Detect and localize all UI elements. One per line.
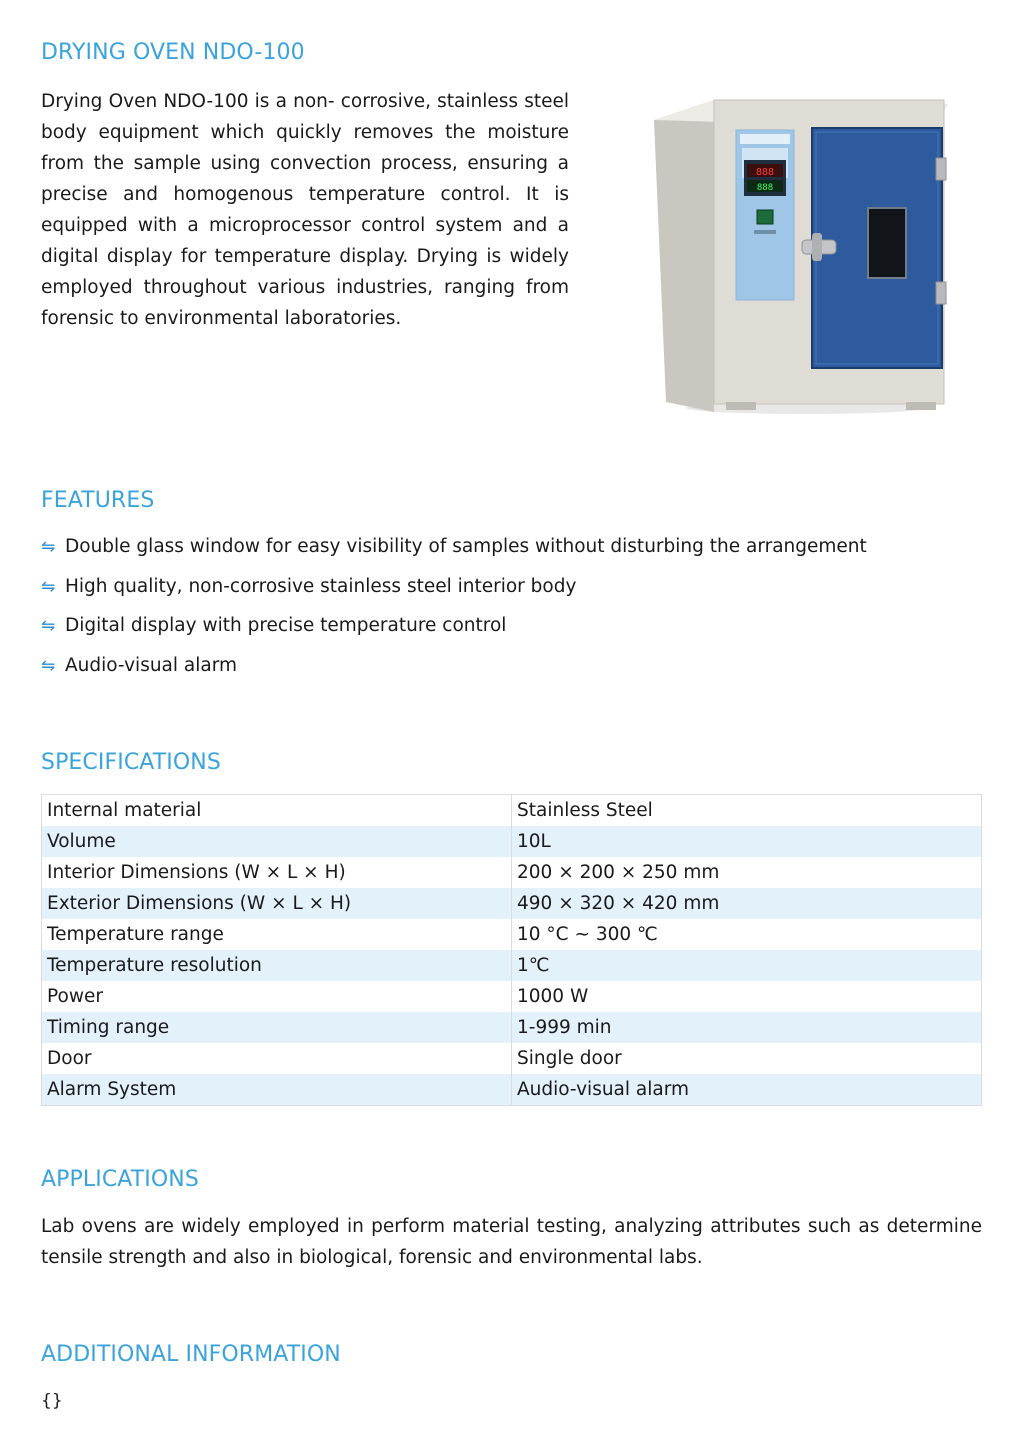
spec-value: 1-999 min bbox=[512, 1012, 982, 1043]
feature-text: Digital display with precise temperature control bbox=[65, 615, 507, 637]
spec-label: Volume bbox=[42, 826, 512, 857]
table-row bbox=[42, 826, 982, 857]
drying-oven-image bbox=[636, 90, 966, 420]
features-list bbox=[41, 532, 867, 690]
table-row bbox=[42, 857, 982, 888]
spec-value: Audio-visual alarm bbox=[512, 1074, 982, 1106]
spec-label: Timing range bbox=[42, 1012, 512, 1043]
spec-label: Door bbox=[42, 1043, 512, 1074]
table-row bbox=[42, 919, 982, 950]
specifications-heading: SPECIFICATIONS bbox=[41, 750, 221, 775]
spec-value: 200 × 200 × 250 mm bbox=[512, 857, 982, 888]
spec-value: 10L bbox=[512, 826, 982, 857]
table-row bbox=[42, 1074, 982, 1106]
arrow-bullet-icon: ⇋ bbox=[41, 616, 56, 637]
table-row bbox=[42, 888, 982, 919]
spec-value: 1℃ bbox=[512, 950, 982, 981]
spec-label: Alarm System bbox=[42, 1074, 512, 1106]
table-row bbox=[42, 981, 982, 1012]
svg-text:888: 888 bbox=[756, 183, 774, 193]
table-row bbox=[42, 1012, 982, 1043]
features-heading: FEATURES bbox=[41, 488, 155, 513]
product-title: DRYING OVEN NDO-100 bbox=[41, 40, 305, 65]
arrow-bullet-icon: ⇋ bbox=[41, 655, 56, 676]
arrow-bullet-icon: ⇋ bbox=[41, 537, 56, 557]
spec-value: 490 × 320 × 420 mm bbox=[512, 888, 982, 919]
product-description: Drying Oven NDO-100 is a non- corrosive, stainless steel body equipment which quickly removes the moisture from the sample using convection process, ensuring a precise and homogenous temperature control. It is equipped with a microprocessor control system and a digital display for temperature display. Drying is widely employed throughout various industries, ranging from forensic to environmental laboratories. bbox=[41, 91, 569, 329]
feature-text: Double glass window for easy visibility of samples without disturbing the arrangement bbox=[65, 536, 867, 557]
list-item bbox=[41, 572, 867, 612]
additional-information-text: {} bbox=[41, 1391, 63, 1411]
additional-information-heading: ADDITIONAL INFORMATION bbox=[41, 1342, 341, 1367]
specifications-table bbox=[41, 794, 982, 1106]
spec-label: Temperature resolution bbox=[42, 950, 512, 981]
spec-value: Stainless Steel bbox=[512, 795, 982, 827]
table-row bbox=[42, 795, 982, 827]
list-item bbox=[41, 611, 867, 651]
spec-label: Power bbox=[42, 981, 512, 1012]
feature-text: Audio-visual alarm bbox=[65, 654, 238, 676]
list-item bbox=[41, 651, 867, 691]
spec-label: Interior Dimensions (W × L × H) bbox=[42, 857, 512, 888]
list-item bbox=[41, 532, 867, 572]
feature-text: High quality, non-corrosive stainless steel interior body bbox=[65, 575, 577, 597]
svg-text:888: 888 bbox=[755, 167, 775, 178]
spec-value: Single door bbox=[512, 1043, 982, 1074]
spec-label: Internal material bbox=[42, 795, 512, 827]
spec-label: Exterior Dimensions (W × L × H) bbox=[42, 888, 512, 919]
arrow-bullet-icon: ⇋ bbox=[41, 576, 56, 597]
table-row bbox=[42, 1043, 982, 1074]
applications-text: Lab ovens are widely employed in perform material testing, analyzing attributes such as determine tensile strength and also in biological, forensic and environmental labs. bbox=[41, 1216, 982, 1268]
applications-heading: APPLICATIONS bbox=[41, 1167, 199, 1192]
spec-value: 10 °C ~ 300 ℃ bbox=[512, 919, 982, 950]
spec-value: 1000 W bbox=[512, 981, 982, 1012]
table-row bbox=[42, 950, 982, 981]
spec-label: Temperature range bbox=[42, 919, 512, 950]
